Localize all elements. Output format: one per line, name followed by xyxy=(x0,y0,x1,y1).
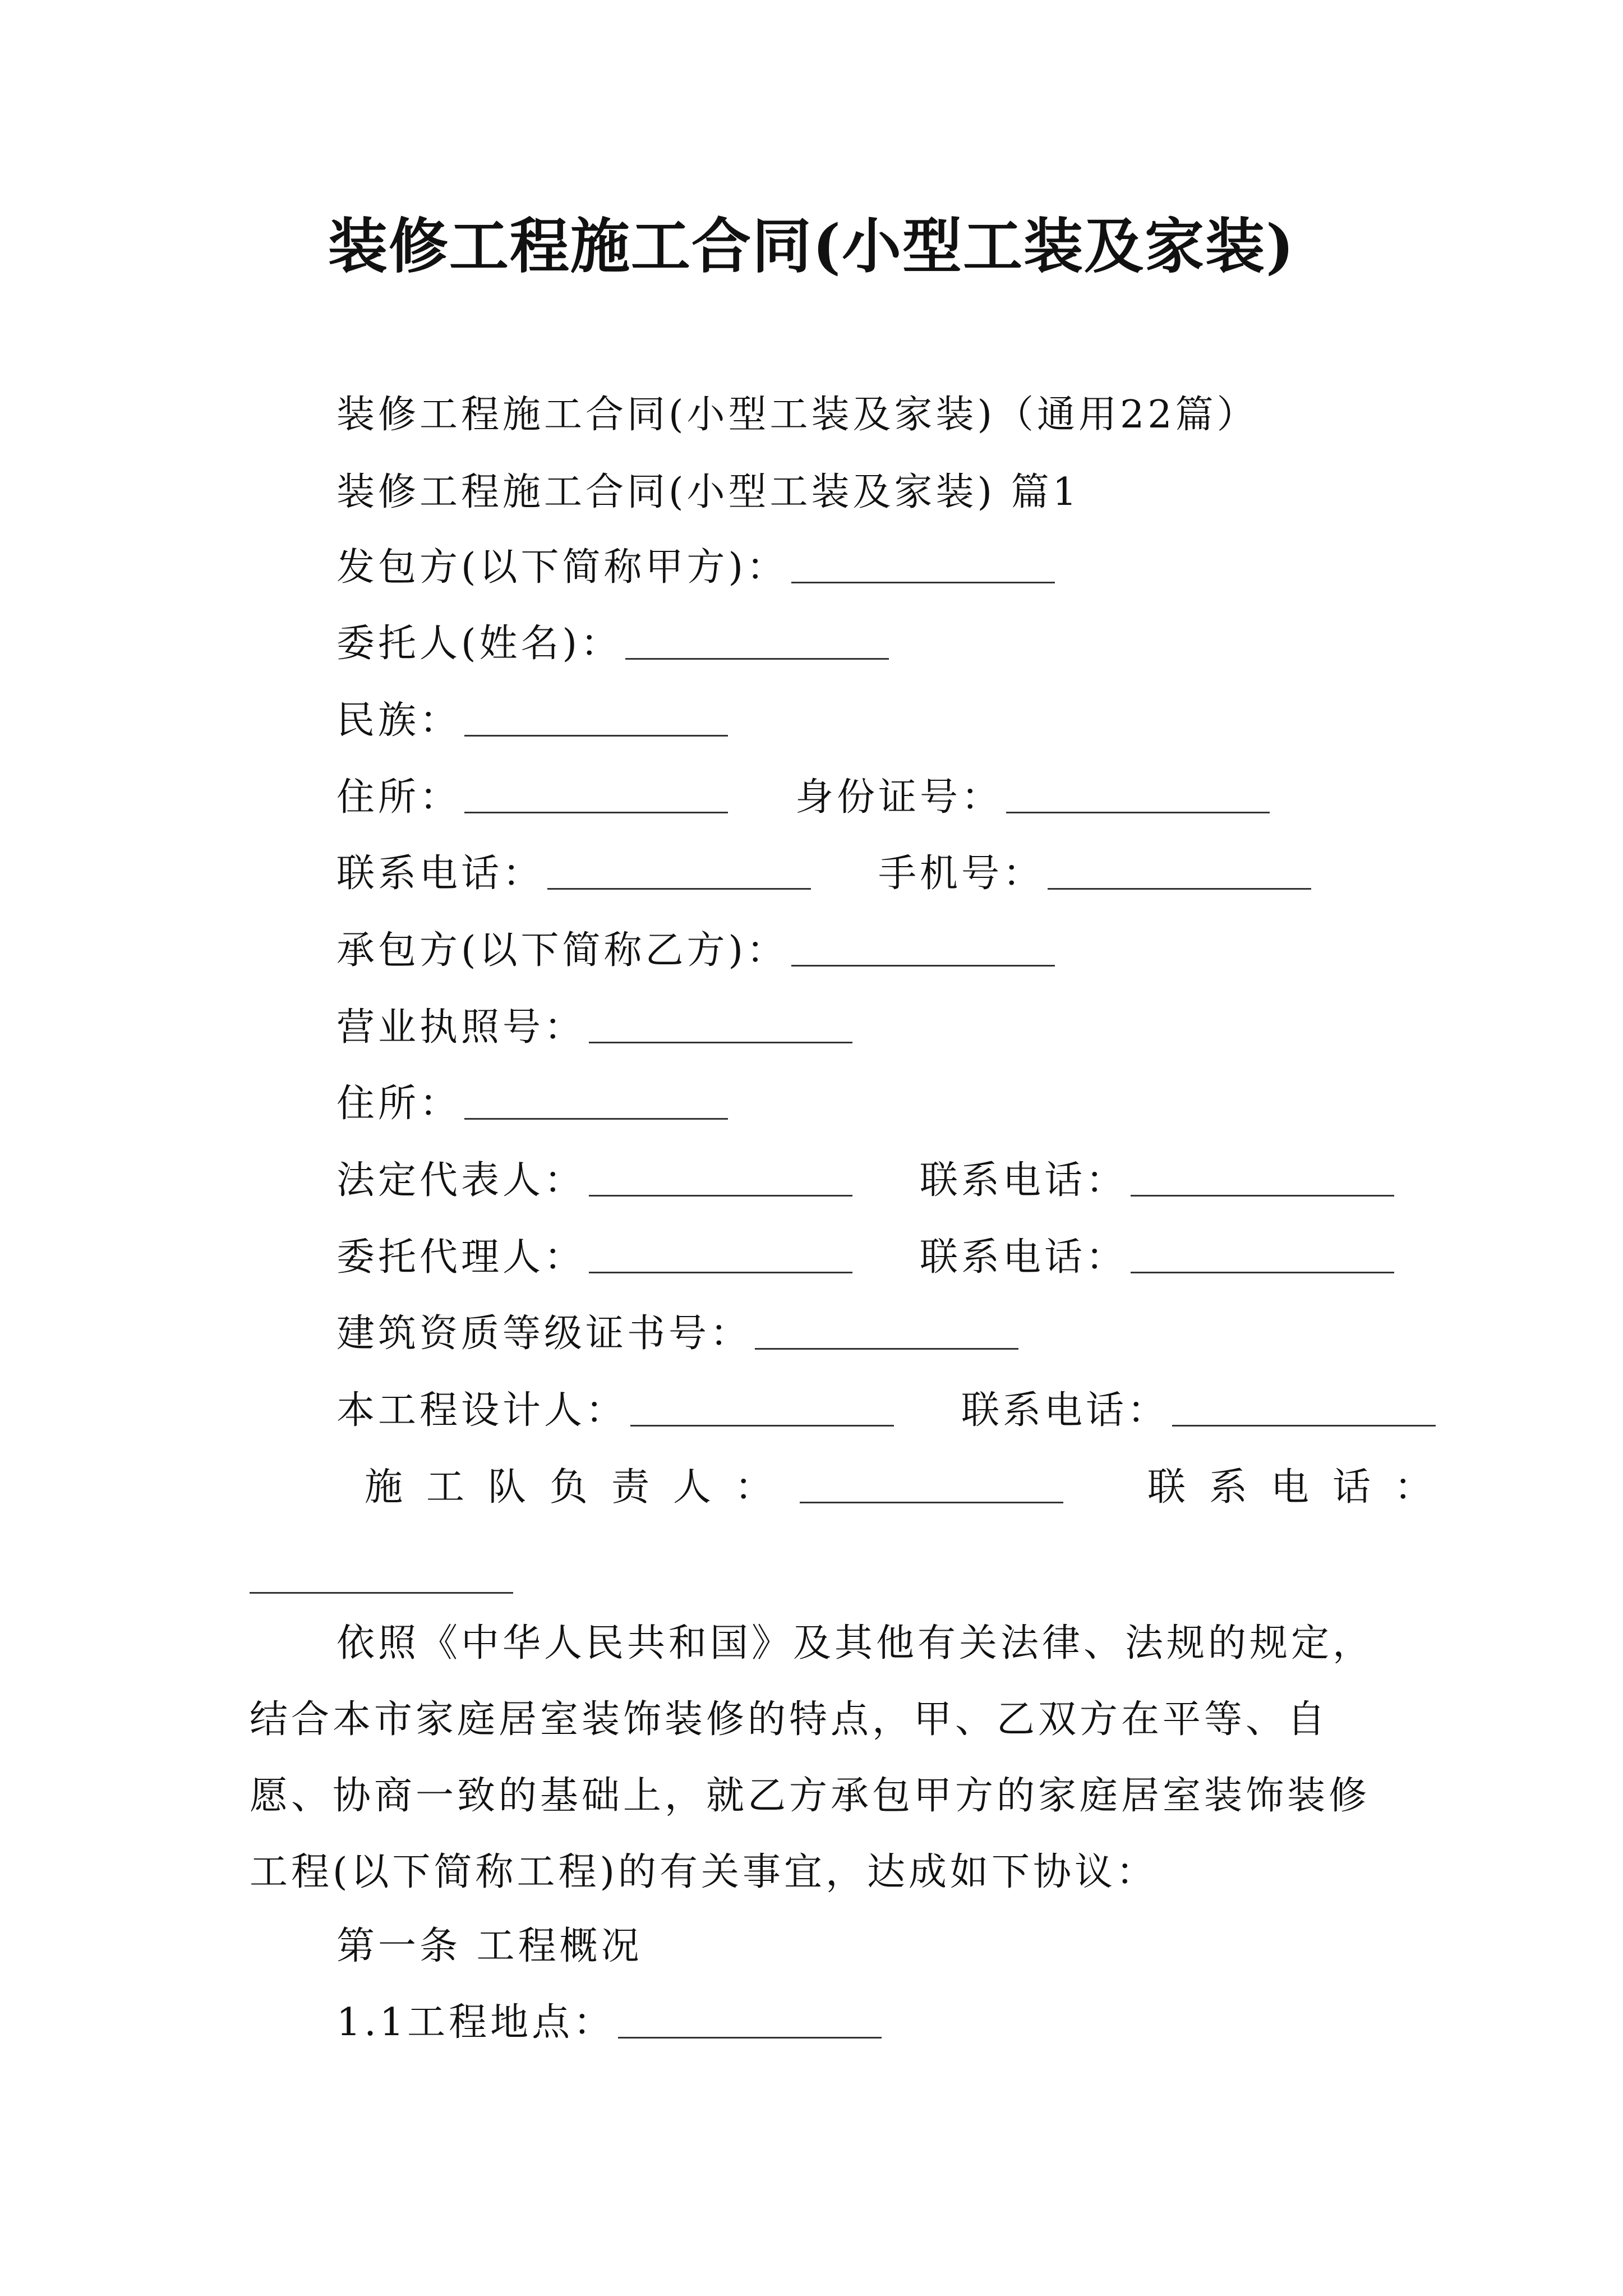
field-residence-b xyxy=(336,1082,728,1126)
field-legal-rep xyxy=(336,1158,1394,1203)
field-label: 委托人(姓名)： xyxy=(336,622,623,666)
blank-line xyxy=(1131,1195,1394,1197)
field-party-a xyxy=(336,545,1055,590)
field-label: 民族： xyxy=(336,698,462,743)
blank-line xyxy=(1048,888,1311,890)
field-agent-name xyxy=(336,622,889,666)
blank-line xyxy=(250,1592,513,1594)
blank-line xyxy=(1172,1425,1436,1427)
field-designer xyxy=(336,1388,1436,1433)
blank-line xyxy=(800,1502,1063,1503)
field-label: 施工队负责人： xyxy=(365,1465,797,1510)
blank-line xyxy=(1131,1272,1394,1273)
article-heading: 装修工程施工合同(小型工装及家装) 篇1 xyxy=(336,470,1080,514)
field-label: 联系电话： xyxy=(961,1388,1169,1433)
intro-paragraph: 依照《中华人民共和国》及其他有关法律、法规的规定，结合本市家庭居室装饰装修的特点，甲、乙双方在平等、自愿、协商一致的基础上，就乙方承包甲方的家庭居室装饰装修工程(以下简称工程)的有关事宜，达成如下协议： xyxy=(250,1621,1375,1894)
field-label: 本工程设计人： xyxy=(336,1388,628,1433)
blank-line xyxy=(464,812,728,813)
field-label: 委托代理人： xyxy=(336,1235,586,1280)
field-phone-mobile xyxy=(336,852,1311,896)
field-label: 手机号： xyxy=(878,852,1045,896)
field-label: 法定代表人： xyxy=(336,1158,586,1203)
field-label: 1.1工程地点： xyxy=(336,2000,615,2045)
field-label: 联系电话： xyxy=(920,1158,1128,1203)
field-proxy xyxy=(336,1235,1394,1280)
blank-line xyxy=(755,1348,1018,1350)
blank-line xyxy=(791,582,1055,583)
field-label: 联系电话： xyxy=(336,852,545,896)
blank-line xyxy=(464,735,728,737)
field-label: 联系电话： xyxy=(920,1235,1128,1280)
field-ethnicity xyxy=(336,698,728,743)
field-label: 身份证号： xyxy=(795,775,1003,820)
field-license xyxy=(336,1005,852,1050)
field-label: 建筑资质等级证书号： xyxy=(336,1312,752,1356)
blank-line xyxy=(589,1042,852,1043)
blank-line xyxy=(589,1195,852,1197)
field-label: 承包方(以下简称乙方)： xyxy=(336,928,789,973)
blank-line xyxy=(791,965,1055,967)
blank-line xyxy=(625,658,889,660)
blank-line xyxy=(464,1118,728,1120)
document-title: 装修工程施工合同(小型工装及家装) xyxy=(328,211,1295,281)
blank-line xyxy=(547,888,811,890)
blank-line xyxy=(1006,812,1270,813)
field-label: 营业执照号： xyxy=(336,1005,586,1050)
field-team-leader xyxy=(365,1465,1456,1510)
document-subtitle: 装修工程施工合同(小型工装及家装)（通用22篇） xyxy=(336,393,1258,437)
section-heading: 第一条 工程概况 xyxy=(336,1924,643,1968)
field-label: 发包方(以下简称甲方)： xyxy=(336,545,789,590)
blank-line xyxy=(618,2037,882,2039)
field-label: 联系电话： xyxy=(1147,1465,1456,1510)
blank-line xyxy=(630,1425,894,1427)
field-qualification xyxy=(336,1312,1018,1356)
field-label: 住所： xyxy=(336,775,462,820)
field-residence-id xyxy=(336,775,1270,820)
blank-line xyxy=(589,1272,852,1273)
field-label: 住所： xyxy=(336,1082,462,1126)
field-project-location xyxy=(336,2000,882,2045)
field-party-b xyxy=(336,928,1055,973)
